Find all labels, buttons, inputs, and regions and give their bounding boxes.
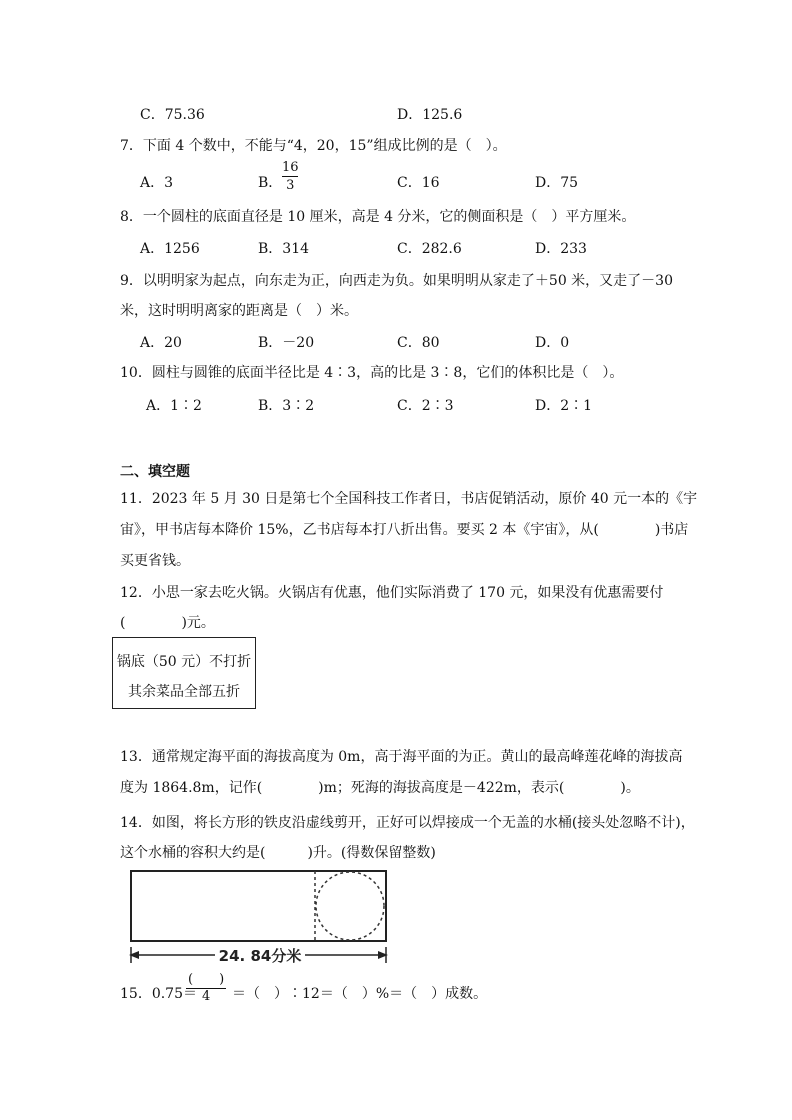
- q11-line3: 买更省钱。: [120, 553, 190, 569]
- q6-option-c: C．75.36: [140, 107, 205, 123]
- q13-line2: 度为 1864.8m，记作( )m；死海的海拔高度是－422m，表示( )。: [120, 780, 640, 796]
- discount-notice-line1: 锅底（50 元）不打折: [116, 654, 252, 670]
- q10-option-c: C．2∶3: [397, 398, 454, 414]
- q7-stem: 7．下面 4 个数中，不能与“4，20，15”组成比例的是（ ）。: [120, 138, 507, 154]
- q10-stem: 10．圆柱与圆锥的底面半径比是 4∶3，高的比是 3∶8，它们的体积比是（ ）。: [120, 365, 624, 381]
- q7-option-a: A．3: [140, 175, 174, 191]
- dashed-circle: [316, 872, 384, 940]
- q10-option-b: B．3∶2: [258, 398, 315, 414]
- q9-stem-line1: 9．以明明家为起点，向东走为正，向西走为负。如果明明从家走了＋50 米，又走了－30: [120, 273, 673, 289]
- q10-option-d: D．2∶1: [535, 398, 593, 414]
- q11-line1: 11．2023 年 5 月 30 日是第七个全国科技工作者日，书店促销活动，原价 40 元一本的《宇: [120, 491, 698, 507]
- q12-line2: ( )元。: [120, 615, 215, 631]
- q9-option-d: D．0: [535, 335, 570, 351]
- q15-suffix: ＝（ ）∶12＝（ ）%＝（ ）成数。: [232, 986, 488, 1002]
- q14-line1: 14．如图，将长方形的铁皮沿虚线剪开，正好可以焊接成一个无盖的水桶(接头处忽略不计)，: [120, 815, 695, 831]
- q9-option-c: C．80: [397, 335, 440, 351]
- q9-stem-line2: 米，这时明明离家的距离是（ ）米。: [120, 303, 358, 319]
- discount-notice-line2: 其余菜品全部五折: [128, 684, 240, 700]
- sheet-metal-figure: [125, 865, 395, 969]
- rectangle-sheet: [131, 871, 386, 941]
- q7-option-c: C．16: [397, 175, 440, 191]
- section-title: 二、填空题: [120, 464, 190, 480]
- q15-prefix: 15．0.75＝: [120, 986, 197, 1002]
- q8-option-b: B．314: [258, 241, 310, 257]
- discount-notice-box: [112, 637, 256, 709]
- q10-option-a: A．1∶2: [146, 398, 202, 414]
- q12-line1: 12．小思一家去吃火锅。火锅店有优惠，他们实际消费了 170 元，如果没有优惠需要付: [120, 585, 664, 601]
- fraction-bar: [282, 176, 298, 177]
- dimension-label: 24. 84分米: [218, 947, 302, 965]
- fraction-denominator: 4: [201, 989, 211, 1004]
- q15-fraction: [186, 972, 226, 1005]
- q7-option-d: D．75: [535, 175, 579, 191]
- q8-option-d: D．233: [535, 241, 587, 257]
- q7-option-b-prefix: B．: [258, 175, 283, 191]
- q9-option-b: B．－20: [258, 335, 315, 351]
- q14-line2: 这个水桶的容积大约是( )升。(得数保留整数): [120, 845, 436, 861]
- fraction-denominator: 3: [286, 178, 295, 193]
- q8-option-c: C．282.6: [397, 241, 462, 257]
- q11-line2: 宙》，甲书店每本降价 15%，乙书店每本打八折出售。要买 2 本《宇宙》，从( )书店: [120, 522, 689, 538]
- q8-stem: 8．一个圆柱的底面直径是 10 厘米，高是 4 分米，它的侧面积是（ ）平方厘米。: [120, 209, 636, 225]
- fraction-numerator-blank: ( ): [188, 972, 225, 987]
- fraction-numerator: 16: [282, 160, 299, 175]
- q13-line1: 13．通常规定海平面的海拔高度为 0m，高于海平面的为正。黄山的最高峰莲花峰的海拔高: [120, 749, 683, 765]
- q8-option-a: A．1256: [140, 241, 200, 257]
- q6-option-d: D．125.6: [397, 107, 463, 123]
- q9-option-a: A．20: [140, 335, 182, 351]
- q7-option-b-fraction: [282, 160, 299, 193]
